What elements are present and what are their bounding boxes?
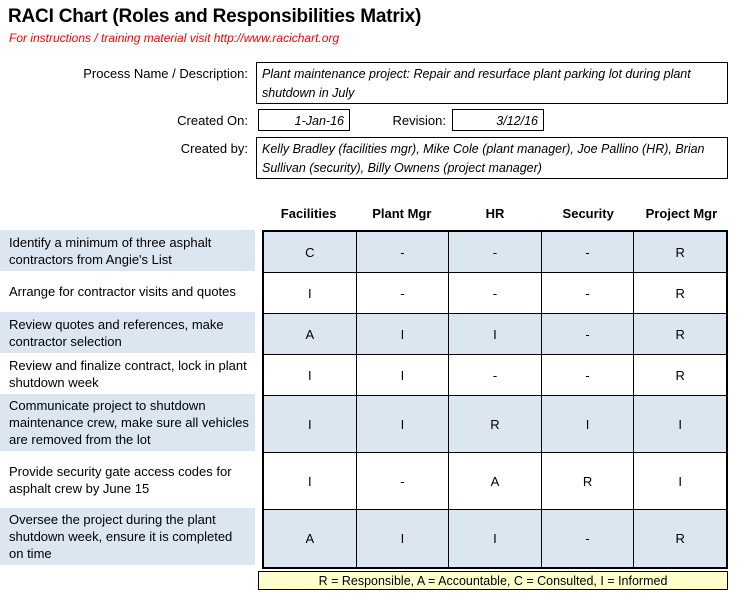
- column-header-security: Security: [562, 206, 614, 221]
- raci-cell[interactable]: -: [542, 273, 635, 313]
- created-on-field[interactable]: 1-Jan-16: [258, 109, 350, 131]
- table-row: [264, 314, 726, 355]
- created-by-label: Created by:: [180, 141, 248, 156]
- created-on-label: Created On:: [177, 113, 248, 128]
- table-row: [264, 510, 726, 567]
- task-label-text: Oversee the project during the plant shutdown week, ensure it is completed on time: [9, 512, 233, 561]
- revision-label: Revision:: [392, 113, 446, 128]
- raci-cell[interactable]: A: [264, 314, 357, 354]
- column-header-facilities: Facilities: [280, 206, 337, 221]
- page-title: RACI Chart (Roles and Responsibilities Matrix): [8, 6, 422, 27]
- raci-cell[interactable]: I: [449, 314, 542, 354]
- task-label: [0, 508, 255, 565]
- raci-cell[interactable]: -: [542, 232, 635, 272]
- raci-cell[interactable]: -: [357, 273, 450, 313]
- column-header-plant-mgr: Plant Mgr: [372, 206, 432, 221]
- task-label-text: Communicate project to shutdown maintenance crew, make sure all vehicles are removed from the lot: [9, 398, 249, 447]
- raci-cell[interactable]: -: [542, 510, 635, 567]
- task-label: [0, 353, 255, 394]
- revision-field[interactable]: 3/12/16: [452, 109, 544, 131]
- legend-bar: R = Responsible, A = Accountable, C = Consulted, I = Informed: [258, 571, 728, 590]
- raci-cell[interactable]: I: [357, 396, 450, 452]
- raci-cell[interactable]: I: [264, 273, 357, 313]
- raci-cell[interactable]: I: [357, 314, 450, 354]
- raci-matrix: [262, 230, 728, 569]
- matrix-column-headers: [262, 206, 728, 226]
- task-label: [0, 312, 255, 353]
- task-label-text: Provide security gate access codes for asphalt crew by June 15: [9, 463, 232, 496]
- raci-cell[interactable]: -: [449, 355, 542, 395]
- instructions-link[interactable]: For instructions / training material visit http://www.racichart.org: [9, 31, 340, 45]
- raci-cell[interactable]: R: [542, 453, 635, 509]
- raci-cell[interactable]: A: [264, 510, 357, 567]
- raci-cell[interactable]: -: [449, 273, 542, 313]
- raci-cell[interactable]: I: [678, 416, 682, 432]
- task-label-text: Identify a minimum of three asphalt contractors from Angie's List: [9, 234, 212, 267]
- task-label-text: Review and finalize contract, lock in plant shutdown week: [9, 357, 247, 390]
- raci-cell[interactable]: A: [449, 453, 542, 509]
- raci-cell[interactable]: I: [357, 510, 450, 567]
- raci-cell[interactable]: C: [264, 232, 357, 272]
- task-label: [0, 394, 255, 451]
- column-header-project-mgr: Project Mgr: [645, 206, 718, 221]
- task-label: [0, 451, 255, 508]
- task-label-text: Review quotes and references, make contractor selection: [9, 316, 224, 349]
- raci-cell[interactable]: I: [264, 453, 357, 509]
- raci-cell[interactable]: R: [675, 285, 685, 301]
- raci-cell[interactable]: -: [542, 355, 635, 395]
- raci-cell[interactable]: I: [678, 473, 682, 489]
- process-name-label: Process Name / Description:: [83, 66, 248, 81]
- table-row: [264, 355, 726, 396]
- table-row: [264, 453, 726, 510]
- raci-cell[interactable]: I: [449, 510, 542, 567]
- raci-cell[interactable]: I: [542, 396, 635, 452]
- table-row: [264, 396, 726, 453]
- raci-cell[interactable]: -: [542, 314, 635, 354]
- raci-cell[interactable]: I: [264, 396, 357, 452]
- raci-cell[interactable]: R: [675, 531, 685, 546]
- raci-cell[interactable]: I: [264, 355, 357, 395]
- table-row: [264, 232, 726, 273]
- task-label: [0, 271, 255, 312]
- created-by-field[interactable]: Kelly Bradley (facilities mgr), Mike Cole (plant manager), Joe Pallino (HR), Brian Sullivan (security), Billy Ownens (project manager): [256, 137, 728, 179]
- table-row: [264, 273, 726, 314]
- raci-cell[interactable]: -: [357, 453, 450, 509]
- raci-cell[interactable]: R: [675, 244, 685, 260]
- raci-cell[interactable]: R: [449, 396, 542, 452]
- raci-cell[interactable]: -: [449, 232, 542, 272]
- raci-cell[interactable]: R: [675, 326, 685, 342]
- task-label: [0, 230, 255, 271]
- raci-cell[interactable]: R: [675, 367, 685, 383]
- raci-cell[interactable]: -: [357, 232, 450, 272]
- column-header-hr: HR: [485, 206, 505, 221]
- task-label-text: Arrange for contractor visits and quotes: [9, 284, 236, 299]
- raci-cell[interactable]: I: [357, 355, 450, 395]
- process-name-field[interactable]: Plant maintenance project: Repair and resurface plant parking lot during plant shutdown in July: [256, 62, 728, 104]
